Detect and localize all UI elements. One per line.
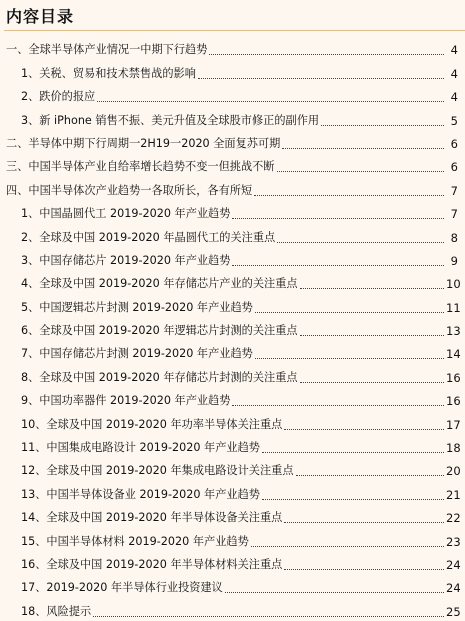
dot-leader — [254, 195, 444, 196]
toc-entry-page-number: 25 — [446, 604, 461, 619]
dot-leader — [277, 242, 444, 243]
dot-leader — [225, 592, 444, 593]
toc-entry[interactable] — [0, 176, 465, 199]
toc-title: 内容目录 — [6, 7, 75, 26]
toc-entry-label: 12、全球及中国 2019-2020 年集成电路设计关注重点 — [21, 464, 294, 478]
toc-entry[interactable] — [0, 36, 465, 59]
toc-entry-page-number: 6 — [450, 160, 458, 175]
toc-entry-label: 三、中国半导体产业自给率增长趋势不变一但挑战不断 — [6, 160, 275, 174]
toc-entry-page-number: 4 — [450, 90, 458, 105]
toc-entry-label: 17、2019-2020 年半导体行业投资建议 — [21, 581, 223, 595]
toc-entry[interactable] — [0, 223, 465, 246]
toc-list — [0, 36, 465, 621]
toc-entry[interactable] — [0, 574, 465, 597]
toc-entry-page-number: 17 — [446, 417, 461, 432]
toc-entry-label: 6、全球及中国 2019-2020 年逻辑芯片封测的关注重点 — [21, 324, 298, 338]
dot-leader — [255, 312, 444, 313]
dot-leader — [232, 218, 444, 219]
dot-leader — [251, 546, 444, 547]
dot-leader — [262, 499, 444, 500]
toc-entry[interactable] — [0, 153, 465, 176]
toc-entry[interactable] — [0, 457, 465, 480]
toc-entry-page-number: 9 — [450, 253, 458, 268]
toc-entry-page-number: 7 — [450, 207, 458, 222]
toc-entry[interactable] — [0, 597, 465, 620]
toc-entry[interactable] — [0, 270, 465, 293]
toc-entry-page-number: 16 — [446, 370, 461, 385]
toc-entry-label: 1、关税、贸易和技术禁售战的影响 — [21, 66, 196, 80]
toc-entry-page-number: 24 — [446, 581, 461, 596]
toc-entry[interactable] — [0, 387, 465, 410]
dot-leader — [284, 429, 444, 430]
dot-leader — [255, 358, 444, 359]
dot-leader — [232, 405, 444, 406]
toc-entry[interactable] — [0, 363, 465, 386]
toc-entry-page-number: 13 — [446, 324, 461, 339]
dot-leader — [321, 125, 444, 126]
toc-entry-page-number: 18 — [446, 441, 461, 456]
toc-entry-label: 5、中国逻辑芯片封测 2019-2020 年产业趋势 — [21, 300, 253, 314]
toc-entry-label: 13、中国半导体设备业 2019-2020 年产业趋势 — [21, 487, 260, 501]
dot-leader — [198, 78, 444, 79]
toc-entry[interactable] — [0, 293, 465, 316]
toc-entry-label: 一、全球半导体产业情况一中期下行趋势 — [6, 43, 208, 57]
toc-entry-label: 11、中国集成电路设计 2019-2020 年产业趋势 — [21, 441, 260, 455]
dot-leader — [232, 265, 444, 266]
toc-entry-label: 2、全球及中国 2019-2020 年晶圆代工的关注重点 — [21, 230, 276, 244]
toc-entry-label: 14、全球及中国 2019-2020 年半导体设备关注重点 — [21, 511, 283, 525]
toc-entry[interactable] — [0, 434, 465, 457]
dot-leader — [97, 101, 444, 102]
dot-leader — [300, 382, 444, 383]
toc-entry[interactable] — [0, 200, 465, 223]
toc-entry[interactable] — [0, 480, 465, 503]
dot-leader — [300, 288, 444, 289]
toc-entry-label: 9、中国功率器件 2019-2020 年产业趋势 — [21, 394, 231, 408]
toc-entry-page-number: 16 — [446, 394, 461, 409]
toc-entry-label: 3、中国存储芯片 2019-2020 年产业趋势 — [21, 253, 231, 267]
toc-entry-page-number: 5 — [450, 113, 458, 128]
toc-entry-page-number: 4 — [450, 66, 458, 81]
dot-leader — [300, 335, 444, 336]
title-divider — [4, 30, 465, 31]
toc-entry-page-number: 22 — [446, 511, 461, 526]
toc-entry-label: 二、半导体中期下行周期一2H19一2020 全面复苏可期 — [6, 136, 281, 150]
dot-leader — [296, 475, 444, 476]
toc-entry-page-number: 23 — [446, 534, 461, 549]
toc-entry[interactable] — [0, 317, 465, 340]
dot-leader — [262, 452, 444, 453]
toc-entry[interactable] — [0, 504, 465, 527]
toc-entry-label: 1、中国晶圆代工 2019-2020 年产业趋势 — [21, 207, 231, 221]
toc-entry-page-number: 6 — [450, 136, 458, 151]
toc-entry-page-number: 24 — [446, 557, 461, 572]
toc-entry[interactable] — [0, 83, 465, 106]
toc-entry[interactable] — [0, 247, 465, 270]
toc-entry-label: 10、全球及中国 2019-2020 年功率半导体关注重点 — [21, 417, 283, 431]
toc-entry-page-number: 10 — [446, 277, 461, 292]
toc-entry-label: 3、新 iPhone 销售不振、美元升值及全球股市修正的副作用 — [21, 113, 320, 127]
dot-leader — [284, 522, 444, 523]
toc-entry[interactable] — [0, 130, 465, 153]
toc-entry-label: 16、全球及中国 2019-2020 年半导体材料关注重点 — [21, 557, 283, 571]
toc-entry-label: 7、中国存储芯片封测 2019-2020 年产业趋势 — [21, 347, 253, 361]
dot-leader — [209, 54, 444, 55]
toc-entry[interactable] — [0, 59, 465, 82]
toc-entry[interactable] — [0, 410, 465, 433]
dot-leader — [277, 171, 444, 172]
toc-entry-label: 4、全球及中国 2019-2020 年存储芯片产业的关注重点 — [21, 277, 298, 291]
toc-entry-page-number: 21 — [446, 487, 461, 502]
toc-entry[interactable] — [0, 527, 465, 550]
toc-entry[interactable] — [0, 340, 465, 363]
dot-leader — [282, 148, 444, 149]
toc-entry[interactable] — [0, 551, 465, 574]
toc-entry-page-number: 4 — [450, 43, 458, 58]
dot-leader — [93, 616, 444, 617]
toc-entry-page-number: 7 — [450, 183, 458, 198]
toc-entry-page-number: 14 — [446, 347, 461, 362]
toc-entry[interactable] — [0, 106, 465, 129]
toc-entry-label: 四、中国半导体次产业趋势一各取所长，各有所短 — [6, 183, 253, 197]
dot-leader — [284, 569, 444, 570]
toc-entry-label: 8、全球及中国 2019-2020 年存储芯片封测的关注重点 — [21, 370, 298, 384]
toc-entry-label: 15、中国半导体材料 2019-2020 年产业趋势 — [21, 534, 249, 548]
toc-entry-page-number: 8 — [450, 230, 458, 245]
toc-entry-page-number: 20 — [446, 464, 461, 479]
toc-entry-label: 18、风险提示 — [21, 604, 92, 618]
toc-entry-label: 2、跌价的报应 — [21, 90, 96, 104]
toc-entry-page-number: 11 — [446, 300, 461, 315]
